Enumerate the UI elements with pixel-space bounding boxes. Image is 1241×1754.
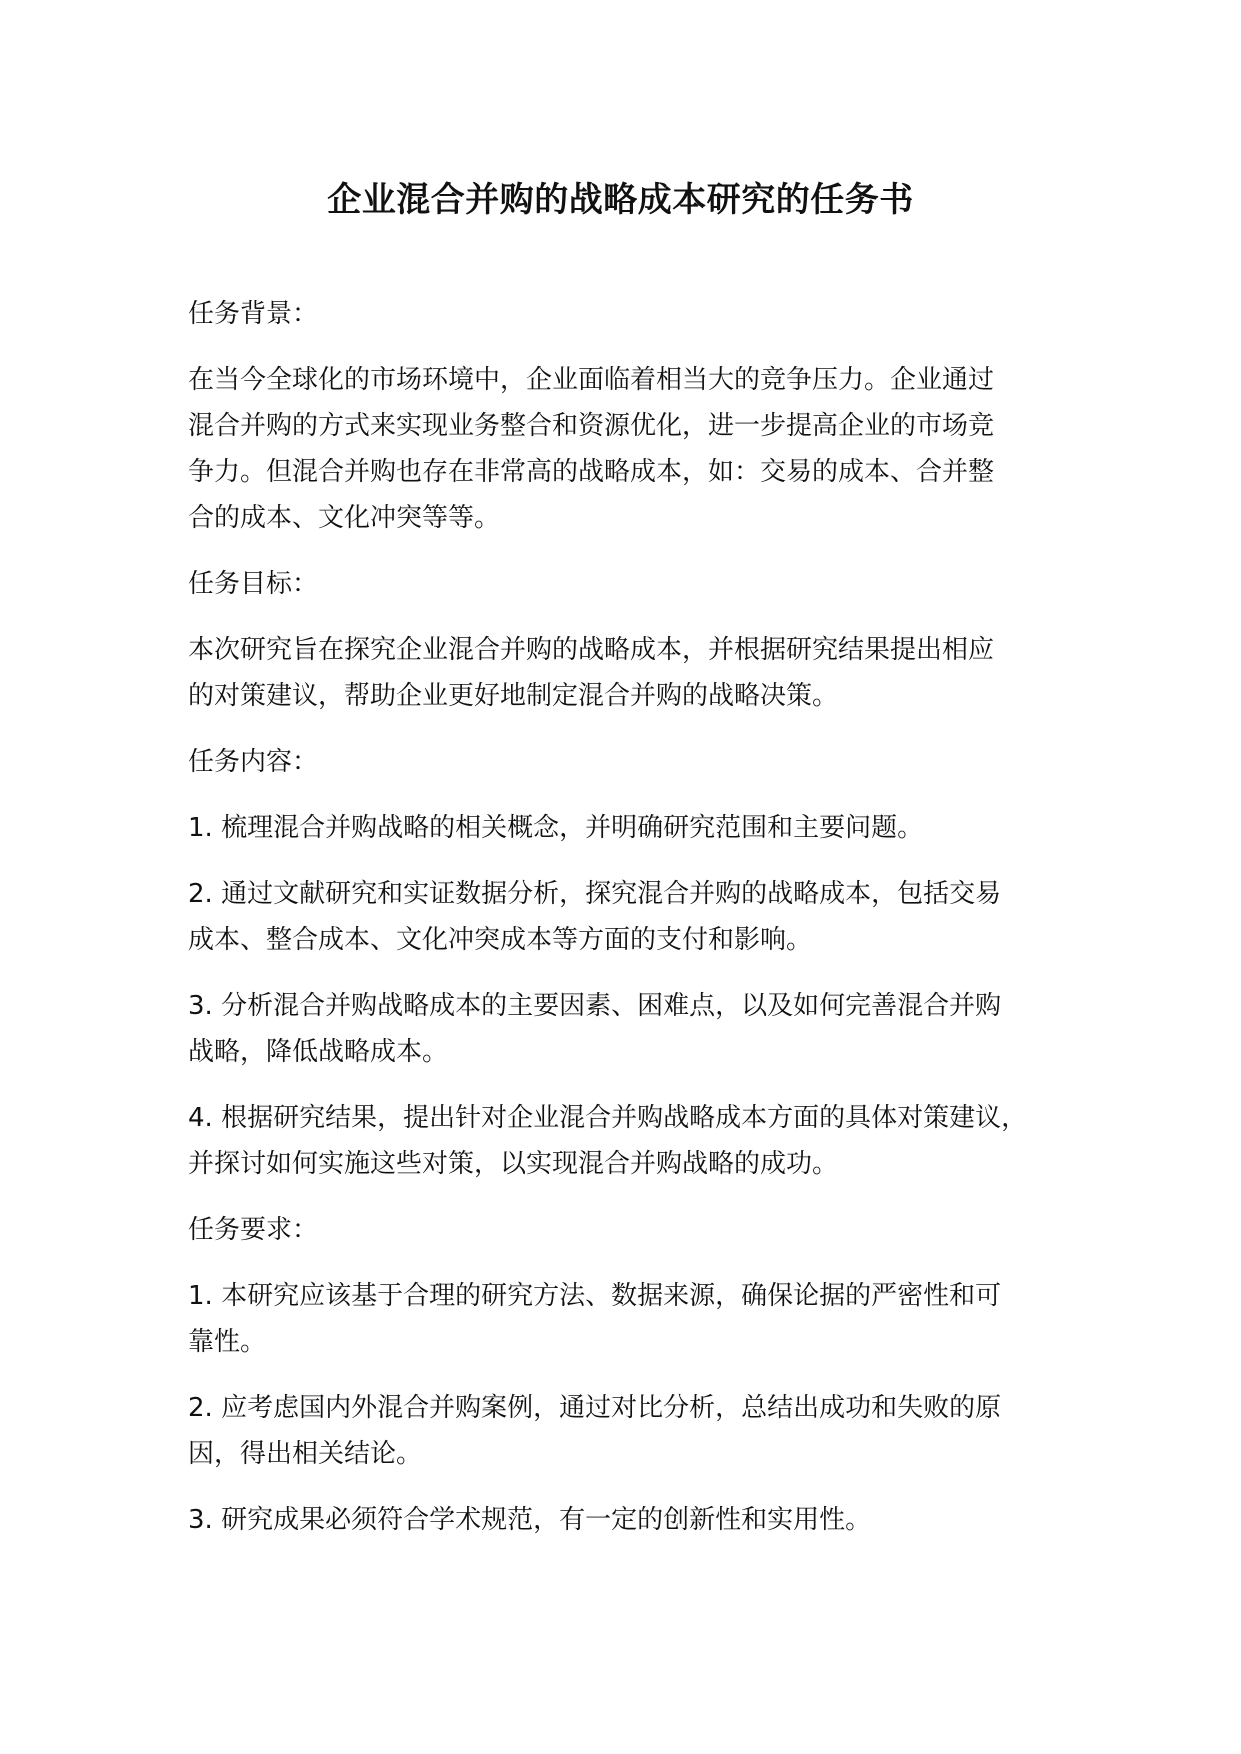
content-item-3 <box>188 983 1088 1075</box>
paragraph-line: 混合并购的方式来实现业务整合和资源优化，进一步提高企业的市场竞 <box>188 411 995 441</box>
content-heading: 任务内容： <box>188 747 319 777</box>
requirement-heading: 任务要求： <box>188 1215 319 1245</box>
paragraph-line: 争力。但混合并购也存在非常高的战略成本，如：交易的成本、合并整 <box>188 457 995 487</box>
paragraph-line: 靠性。 <box>188 1327 267 1357</box>
paragraph-line: 2. 通过文献研究和实证数据分析，探究混合并购的战略成本，包括交易 <box>188 879 1002 909</box>
document-title: 企业混合并购的战略成本研究的任务书 <box>327 180 914 220</box>
paragraph-line: 在当今全球化的市场环境中，企业面临着相当大的竞争压力。企业通过 <box>188 365 995 395</box>
paragraph-line: 合的成本、文化冲突等等。 <box>188 503 501 533</box>
requirement-item-2 <box>188 1385 1088 1477</box>
paragraph-line: 1. 本研究应该基于合理的研究方法、数据来源，确保论据的严密性和可 <box>188 1281 1002 1311</box>
paragraph-line: 3. 研究成果必须符合学术规范，有一定的创新性和实用性。 <box>188 1505 872 1535</box>
content-item-4 <box>188 1095 1088 1187</box>
background-paragraph <box>188 357 1088 541</box>
document-body <box>188 291 1088 1563</box>
requirement-item-3 <box>188 1497 1088 1543</box>
goal-paragraph <box>188 627 1088 719</box>
background-heading: 任务背景： <box>188 299 319 329</box>
goal-heading: 任务目标： <box>188 569 319 599</box>
content-item-1 <box>188 805 1088 851</box>
content-item-2 <box>188 871 1088 963</box>
paragraph-line: 本次研究旨在探究企业混合并购的战略成本，并根据研究结果提出相应 <box>188 635 995 665</box>
paragraph-line: 4. 根据研究结果，提出针对企业混合并购战略成本方面的具体对策建议， <box>188 1103 1028 1133</box>
paragraph-line: 战略，降低战略成本。 <box>188 1037 449 1067</box>
paragraph-line: 3. 分析混合并购战略成本的主要因素、困难点，以及如何完善混合并购 <box>188 991 1002 1021</box>
paragraph-line: 因，得出相关结论。 <box>188 1439 423 1469</box>
paragraph-line: 成本、整合成本、文化冲突成本等方面的支付和影响。 <box>188 925 813 955</box>
paragraph-line: 1. 梳理混合并购战略的相关概念，并明确研究范围和主要问题。 <box>188 813 924 843</box>
paragraph-line: 并探讨如何实施这些对策，以实现混合并购战略的成功。 <box>188 1149 839 1179</box>
paragraph-line: 2. 应考虑国内外混合并购案例，通过对比分析，总结出成功和失败的原 <box>188 1393 1002 1423</box>
requirement-item-1 <box>188 1273 1088 1365</box>
paragraph-line: 的对策建议，帮助企业更好地制定混合并购的战略决策。 <box>188 681 839 711</box>
